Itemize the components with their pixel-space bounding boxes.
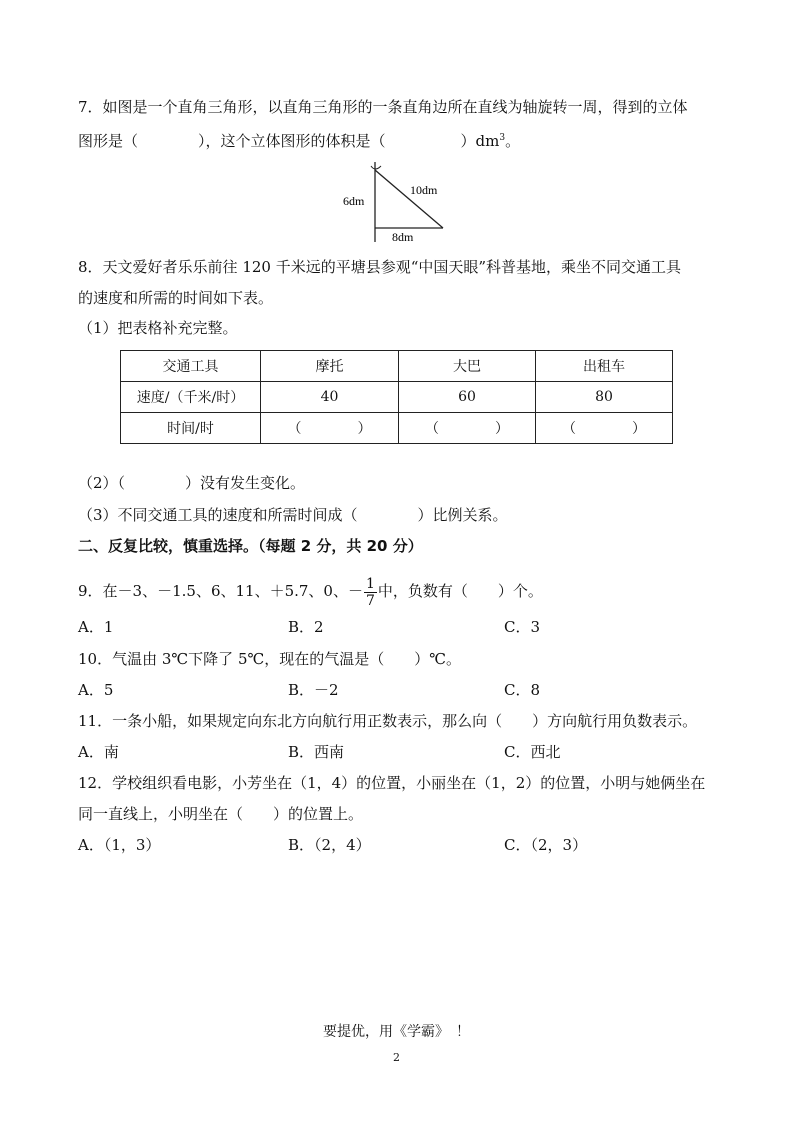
q7-line1: 7．如图是一个直角三角形，以直角三角形的一条直角边所在直线为轴旋转一周，得到的立体	[78, 98, 688, 116]
q8-sub3: （3）不同交通工具的速度和所需时间成（ ）比例关系。	[78, 506, 508, 524]
triangle-figure	[335, 160, 465, 245]
fraction	[364, 576, 377, 609]
q8-sub1: （1）把表格补充完整。	[78, 319, 238, 337]
label-10dm: 10dm	[410, 183, 438, 197]
q12-line2: 同一直线上，小明坐在（ ）的位置上。	[78, 805, 364, 823]
table-cell: （ ）	[261, 413, 399, 444]
transport-table	[120, 350, 673, 444]
q11-option-b: B．西南	[288, 743, 345, 761]
q11-question: 11．一条小船，如果规定向东北方向航行用正数表示，那么向（ ）方向航行用负数表示。	[78, 712, 698, 730]
table-row	[121, 382, 673, 413]
q12-option-c: C．（2，3）	[504, 836, 588, 854]
fraction-numerator: 1	[365, 575, 375, 592]
q10-question: 10．气温由 3℃下降了 5℃，现在的气温是（ ）℃。	[78, 650, 462, 668]
q8-line2: 的速度和所需的时间如下表。	[78, 289, 274, 307]
table-row	[121, 413, 673, 444]
footer-slogan: 要提优，用《学霸》 ！	[323, 1024, 470, 1040]
q12-option-b: B．（2，4）	[288, 836, 371, 854]
table-cell: 速度/（千米/时）	[121, 382, 261, 413]
page-number: 2	[393, 1051, 400, 1064]
q7-end: 。	[505, 132, 521, 150]
q8-line1: 8．天文爱好者乐乐前往 120 千米远的平塘县参观“中国天眼”科普基地，乘坐不同交通工具	[78, 258, 682, 276]
q10-option-a: A．5	[78, 681, 114, 699]
label-6dm: 6dm	[343, 194, 365, 208]
q8-sub2: （2）（ ）没有发生变化。	[78, 474, 306, 492]
section-heading: 二、反复比较，慎重选择。（每题 2 分，共 20 分）	[78, 537, 423, 555]
table-cell: 摩托	[261, 351, 399, 382]
q9-option-b: B．2	[288, 618, 324, 636]
table-cell: （ ）	[536, 413, 673, 444]
q9-question	[78, 574, 543, 609]
q9-suffix: 中，负数有（ ）个。	[377, 582, 543, 600]
q10-option-c: C．8	[504, 681, 541, 699]
table-cell: 出租车	[536, 351, 673, 382]
q11-option-c: C．西北	[504, 743, 561, 761]
q9-option-a: A．1	[78, 618, 114, 636]
table-cell: 时间/时	[121, 413, 261, 444]
fraction-denominator: 7	[365, 592, 375, 609]
q12-line1: 12．学校组织看电影，小芳坐在（1，4）的位置，小丽坐在（1，2）的位置，小明与她俩坐在	[78, 774, 706, 792]
table-cell: （ ）	[399, 413, 536, 444]
q11-option-a: A．南	[78, 743, 119, 761]
q10-option-b: B．－2	[288, 681, 339, 699]
q7-line2	[78, 128, 520, 151]
q7-line2-text: 图形是（ ），这个立体图形的体积是（ ）dm	[78, 132, 500, 150]
table-row	[121, 351, 673, 382]
table-cell: 交通工具	[121, 351, 261, 382]
table-cell: 60	[399, 382, 536, 413]
table-cell: 80	[536, 382, 673, 413]
q9-option-c: C．3	[504, 618, 541, 636]
table-cell: 大巴	[399, 351, 536, 382]
table-cell: 40	[261, 382, 399, 413]
label-8dm: 8dm	[392, 230, 414, 244]
q7-sup: 3	[499, 133, 506, 143]
q12-option-a: A．（1，3）	[78, 836, 161, 854]
q9-prefix: 9．在－3、－1.5、6、11、＋5.7、0、－	[78, 582, 363, 600]
